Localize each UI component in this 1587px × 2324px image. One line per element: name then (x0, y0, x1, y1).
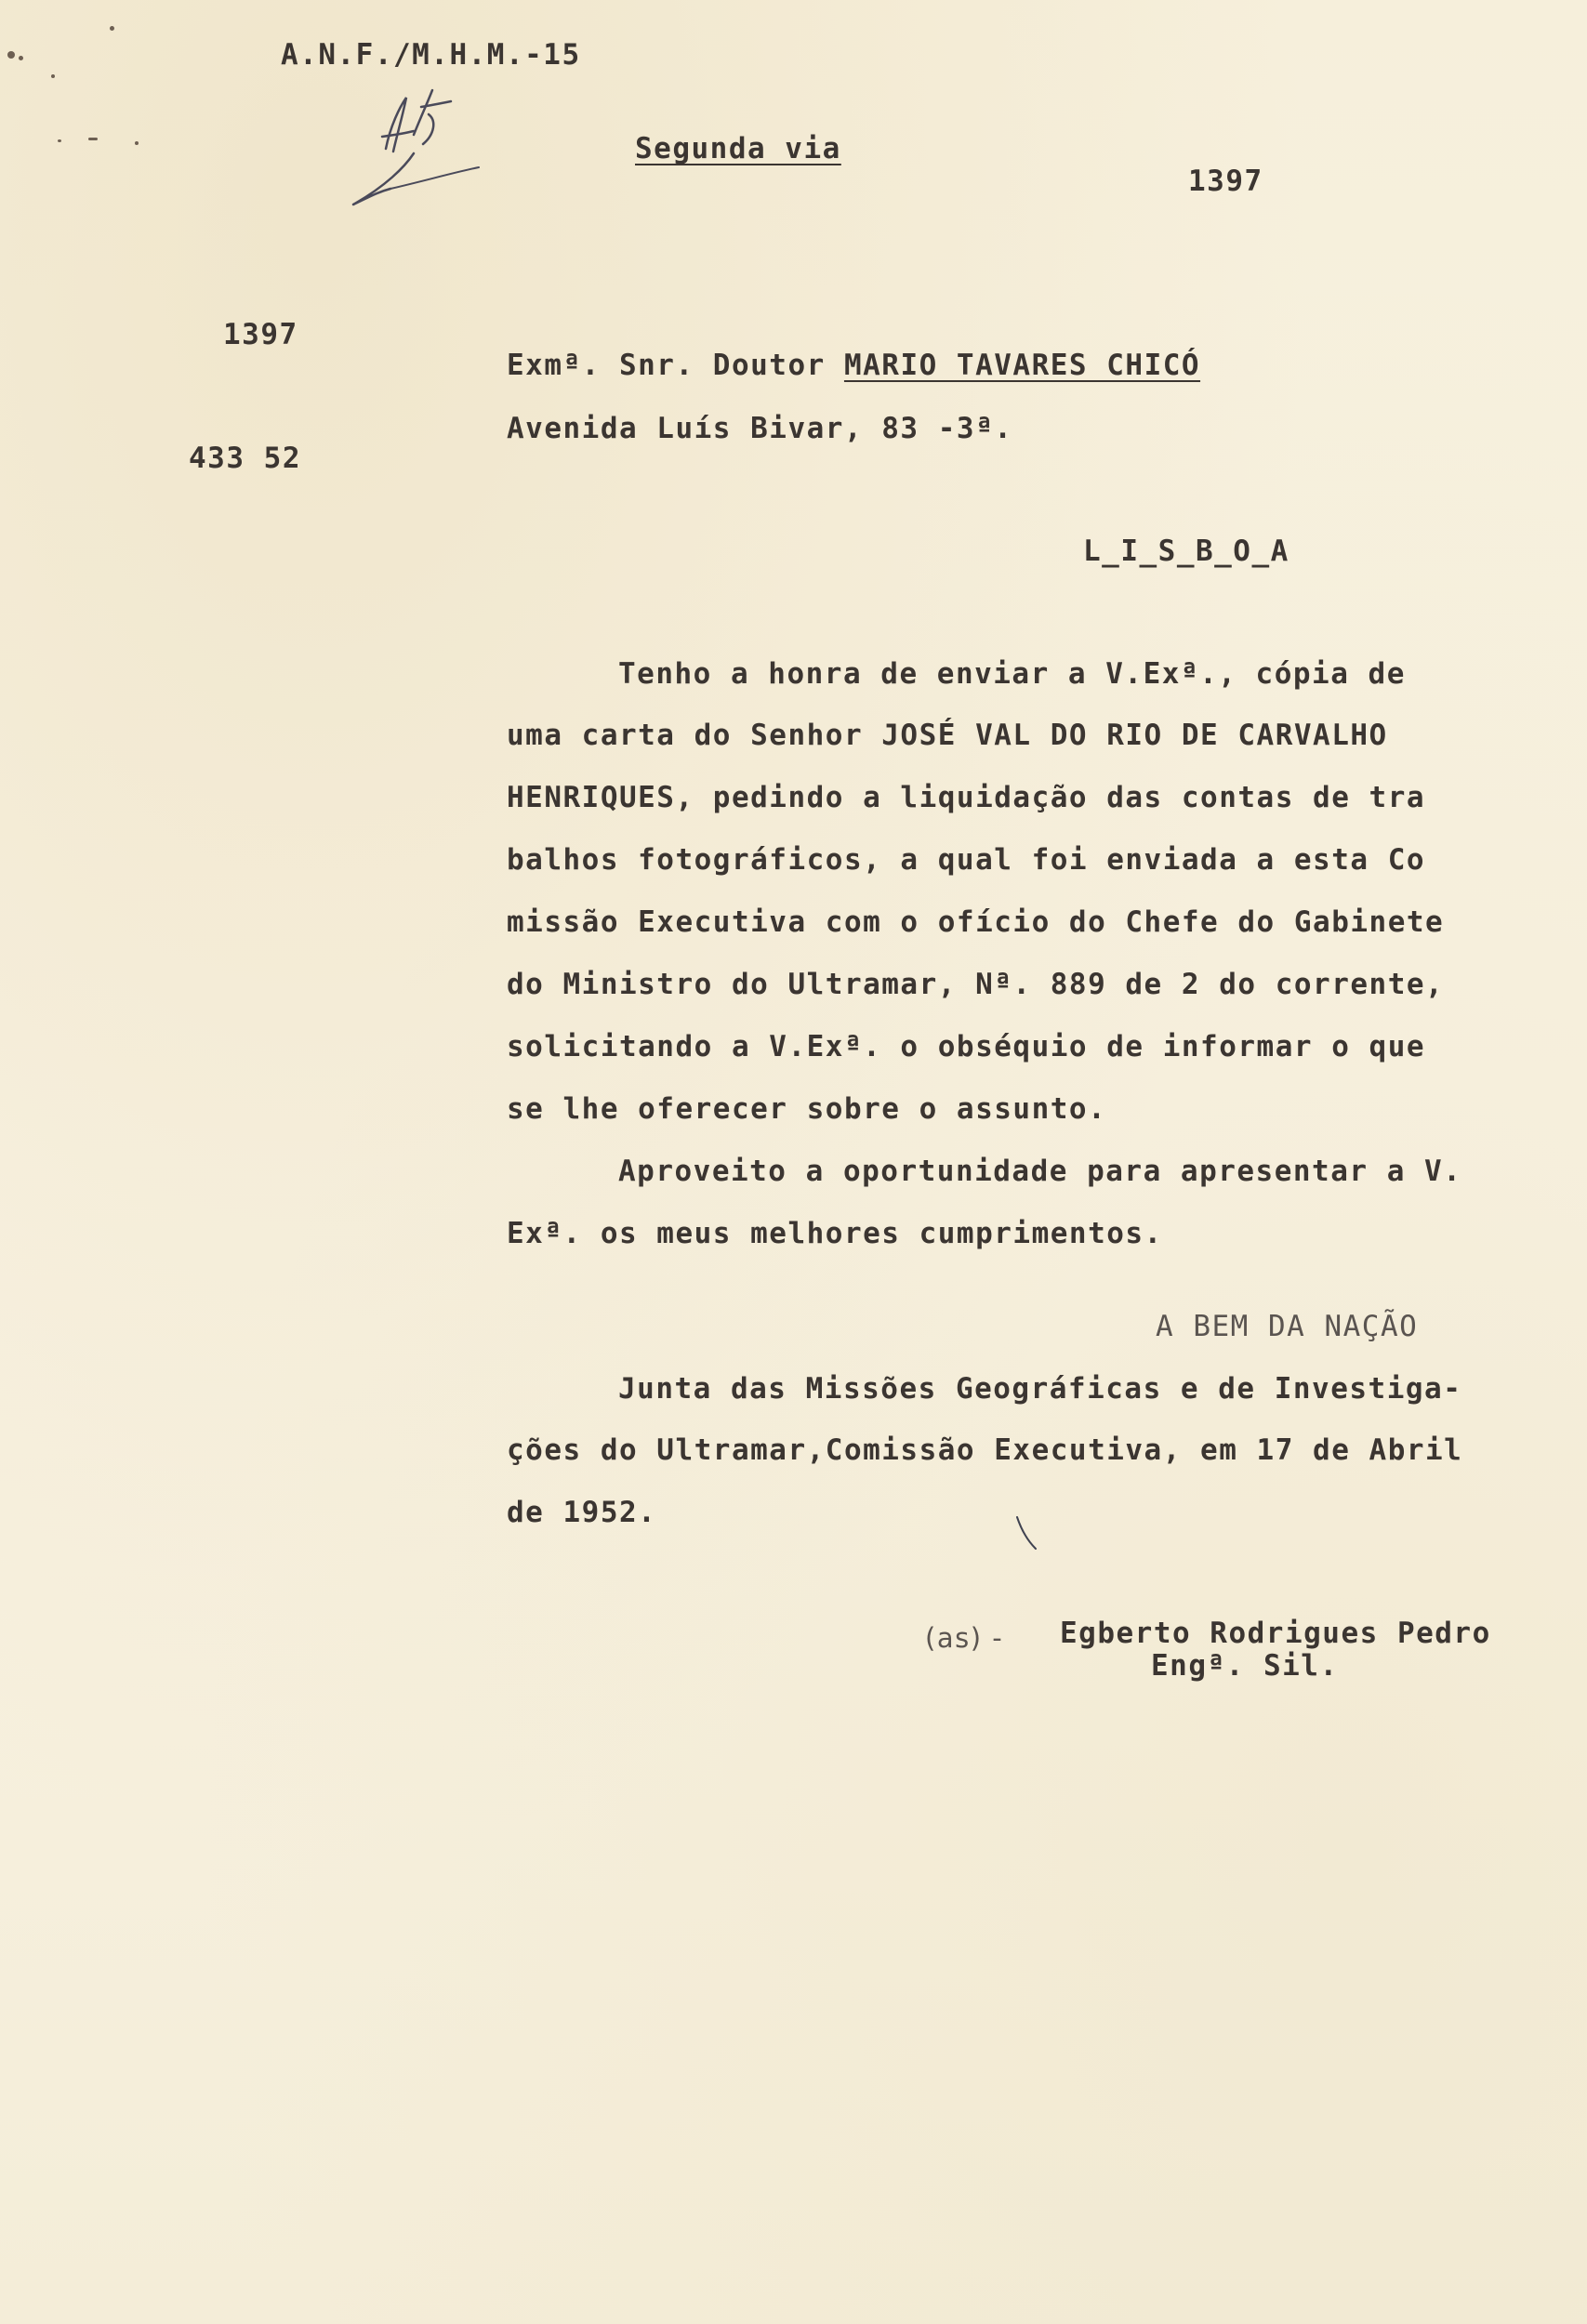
addressee-name: MARIO TAVARES CHICÓ (843, 349, 1201, 382)
addressee-address: Avenida Luís Bivar, 83 -3ª. (507, 412, 1013, 445)
closing-line: de 1952. (507, 1496, 657, 1529)
addressee-line-1 (507, 351, 1200, 380)
body-line: uma carta do Senhor JOSÉ VAL DO RIO DE CARVALHO (507, 719, 1388, 752)
signature-marker: (as) - (925, 1622, 1004, 1654)
pen-mark (1013, 1515, 1041, 1552)
body-line: Aproveito a oportunidade para apresentar a V. (618, 1155, 1462, 1188)
ink-spot (58, 139, 61, 142)
addressee-city: L_I_S_B_O_A (1083, 535, 1289, 568)
body-line: HENRIQUES, pedindo a liquidação das contas de tra (507, 781, 1426, 814)
ink-spot (88, 138, 98, 140)
ink-spot (7, 51, 15, 59)
signature-title: Engª. Sil. (1151, 1649, 1339, 1683)
margin-code: 433 52 (189, 442, 301, 475)
closing-motto: A BEM DA NAÇÃO (1156, 1310, 1419, 1343)
body-line: balhos fotográficos, a qual foi enviada a esta Co (507, 843, 1426, 877)
body-line: solicitando a V.Exª. o obséquio de informar o que (507, 1030, 1426, 1063)
body-line: Tenho a honra de enviar a V.Exª., cópia de (618, 657, 1406, 691)
ink-spot (51, 74, 55, 78)
margin-number: 1397 (223, 318, 298, 351)
copy-label: Segunda via (635, 132, 841, 165)
closing-line: Junta das Missões Geográficas e de Investiga- (618, 1372, 1462, 1406)
ink-spot (135, 141, 139, 145)
body-line: Exª. os meus melhores cumprimentos. (507, 1217, 1163, 1250)
body-line: missão Executiva com o ofício do Chefe do Gabinete (507, 905, 1445, 939)
ink-spot (110, 26, 114, 31)
reference-code: A.N.F./M.H.M.-15 (281, 38, 581, 72)
closing-line: ções do Ultramar,Comissão Executiva, em 17 de Abril (507, 1433, 1463, 1467)
signature-name: Egberto Rodrigues Pedro (1060, 1617, 1491, 1650)
ink-spot (19, 56, 23, 60)
document-number: 1397 (1188, 165, 1263, 198)
addressee-prefix: Exmª. Snr. Doutor (507, 349, 826, 382)
body-line: do Ministro do Ultramar, Nª. 889 de 2 do corrente, (507, 968, 1445, 1001)
body-line: se lhe oferecer sobre o assunto. (507, 1092, 1107, 1126)
handwritten-initials (349, 79, 488, 218)
